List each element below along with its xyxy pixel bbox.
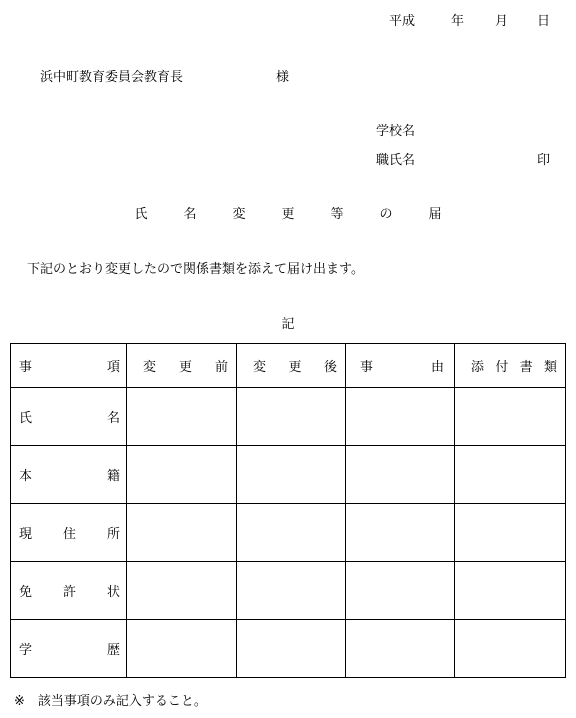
era-label: 平成 xyxy=(389,14,416,29)
table-row xyxy=(11,562,566,620)
title-char: 氏 xyxy=(134,207,166,222)
header-attachments: 添 付 書 類 xyxy=(455,344,566,388)
cell-before[interactable] xyxy=(127,620,237,678)
title-char: 変 xyxy=(232,207,264,222)
row-label: 本 籍 xyxy=(11,446,127,504)
row-label: 免 許 状 xyxy=(11,562,127,620)
header-reason: 事 由 xyxy=(346,344,455,388)
row-label: 学 歴 xyxy=(11,620,127,678)
staff-name-label: 職氏名 xyxy=(376,153,416,168)
cell-after[interactable] xyxy=(237,620,346,678)
cell-attachments[interactable] xyxy=(455,388,566,446)
title-char: 名 xyxy=(183,207,215,222)
table-row xyxy=(11,446,566,504)
table-row xyxy=(11,388,566,446)
document-title xyxy=(0,203,576,222)
cell-attachments[interactable] xyxy=(455,562,566,620)
table-header-row xyxy=(11,344,566,388)
cell-reason[interactable] xyxy=(346,620,455,678)
row-label: 現 住 所 xyxy=(11,504,127,562)
title-char: 更 xyxy=(281,207,313,222)
cell-reason[interactable] xyxy=(346,562,455,620)
table-row xyxy=(11,504,566,562)
recipient-honorific: 様 xyxy=(276,70,290,85)
cell-before[interactable] xyxy=(127,446,237,504)
cell-after[interactable] xyxy=(237,446,346,504)
intro-text: 下記のとおり変更したので関係書類を添えて届け出ます。 xyxy=(27,262,364,277)
footnote: ※ 該当事項のみ記入すること。 xyxy=(14,694,207,709)
school-name-label: 学校名 xyxy=(376,124,416,139)
month-unit: 月 xyxy=(495,14,509,29)
cell-after[interactable] xyxy=(237,388,346,446)
ki-heading: 記 xyxy=(281,317,295,332)
cell-before[interactable] xyxy=(127,562,237,620)
title-char: 等 xyxy=(330,207,362,222)
header-item: 事 項 xyxy=(11,344,127,388)
cell-reason[interactable] xyxy=(346,388,455,446)
day-unit: 日 xyxy=(537,14,551,29)
row-label: 氏 名 xyxy=(11,388,127,446)
header-after: 変 更 後 xyxy=(237,344,346,388)
header-before: 変 更 前 xyxy=(127,344,237,388)
cell-after[interactable] xyxy=(237,562,346,620)
cell-reason[interactable] xyxy=(346,504,455,562)
title-char: 届 xyxy=(428,207,460,222)
title-char: の xyxy=(379,207,411,222)
cell-attachments[interactable] xyxy=(455,620,566,678)
cell-attachments[interactable] xyxy=(455,504,566,562)
table-row xyxy=(11,620,566,678)
cell-before[interactable] xyxy=(127,388,237,446)
change-table xyxy=(10,343,566,678)
cell-after[interactable] xyxy=(237,504,346,562)
recipient-name: 浜中町教育委員会教育長 xyxy=(40,70,184,85)
year-unit: 年 xyxy=(451,14,465,29)
cell-reason[interactable] xyxy=(346,446,455,504)
seal-mark: 印 xyxy=(537,153,551,168)
cell-before[interactable] xyxy=(127,504,237,562)
cell-attachments[interactable] xyxy=(455,446,566,504)
